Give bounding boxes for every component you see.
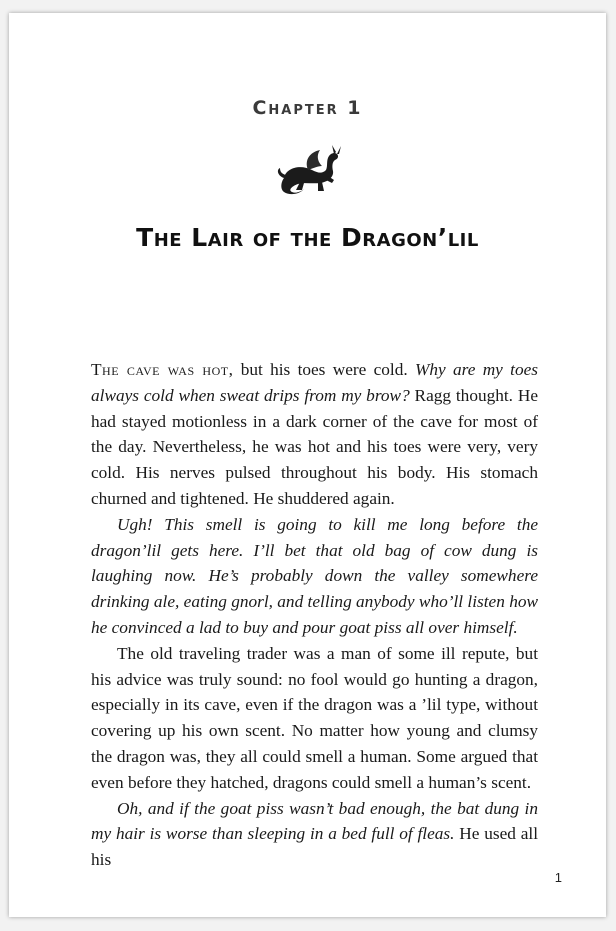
chapter-label: Chapter 1 bbox=[252, 97, 363, 119]
chapter-title: The Lair of the Dragon’lil bbox=[136, 223, 479, 252]
paragraph-italic: Ugh! This smell is going to kill me long before the dragon’lil gets here. I’ll bet that old bag of cow dung is laughing now. He’s probably down the valley somewhere drinking ale, eating gnorl, and telling anybody who’ll listen how he convinced a lad to buy and pour goat piss all over himself. bbox=[91, 514, 538, 637]
paragraph-text: but his toes were cold. bbox=[233, 360, 415, 379]
paragraph-text: Ragg thought. He had stayed motionless in a dark corner of the cave for most of the day. Nevertheless, he was hot and his toes were very, very cold. His nerves pulsed throughout his body. His stomach churned and tightened. He shuddered again. bbox=[91, 385, 538, 508]
paragraph bbox=[91, 512, 538, 641]
page-number: 1 bbox=[554, 870, 562, 885]
paragraph-text: The old traveling trader was a man of some ill repute, but his advice was truly sound: no fool would go hunting a dragon, especially in its cave, even if the dragon was a ’lil type, without covering up his own scent. No matter how young and clumsy the dragon was, they all could smell a human. Some argued that even before they hatched, dragons could smell a human’s scent. bbox=[91, 643, 538, 792]
paragraph-text: He used all his bbox=[91, 824, 538, 870]
paragraph bbox=[91, 357, 538, 512]
lead-in: The cave was hot, bbox=[91, 360, 234, 379]
paragraph-italic: Why are my toes always cold when sweat drips from my brow? bbox=[91, 360, 538, 405]
book-page bbox=[9, 13, 606, 917]
paragraph bbox=[91, 796, 538, 873]
paragraph bbox=[91, 641, 538, 796]
dragon-icon bbox=[274, 140, 344, 196]
paragraph-italic: Oh, and if the goat piss wasn’t bad enough, the bat dung in my hair is worse than sleeping in a bed full of fleas. bbox=[91, 798, 538, 844]
chapter-body bbox=[91, 357, 538, 873]
